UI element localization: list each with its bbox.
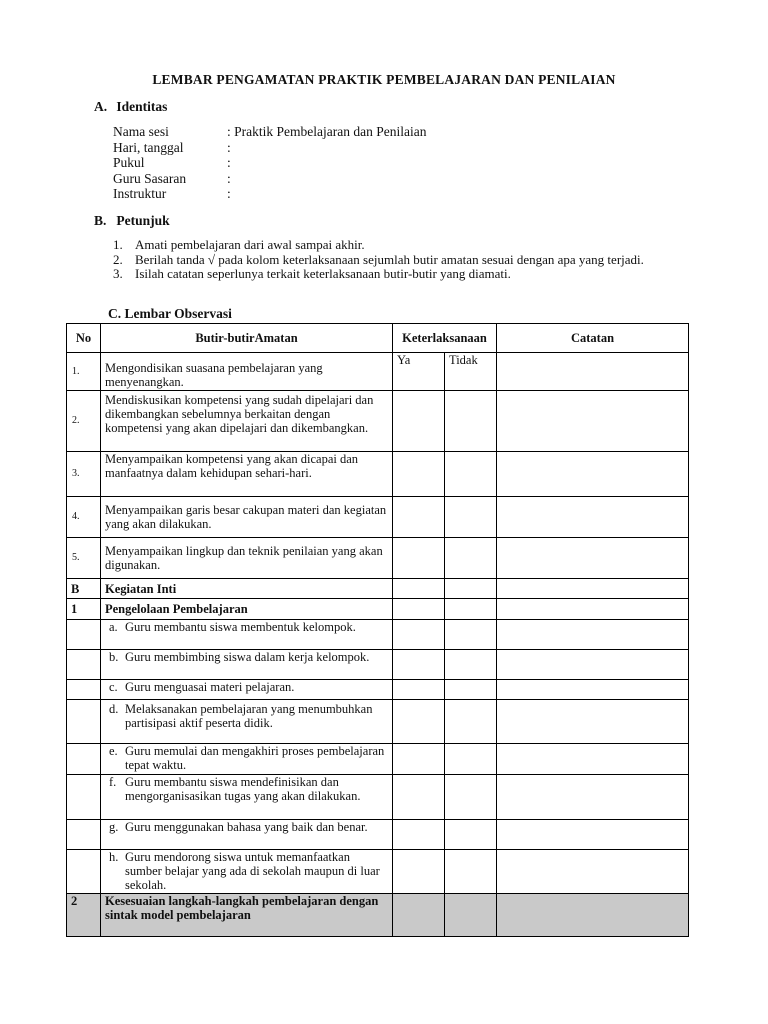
row-number-empty xyxy=(67,820,101,850)
row-number-empty xyxy=(67,620,101,650)
identity-value: : xyxy=(227,155,231,170)
table-row xyxy=(67,497,689,538)
check-yes-cell[interactable] xyxy=(393,391,445,452)
row-number: 5. xyxy=(67,538,101,579)
table-row xyxy=(67,744,689,775)
notes-cell[interactable] xyxy=(497,680,689,700)
row-number-empty xyxy=(67,744,101,775)
header-yes: Ya xyxy=(393,353,445,391)
row-number: 4. xyxy=(67,497,101,538)
header-no: No xyxy=(67,324,101,353)
item-text: Melaksanakan pembelajaran yang menumbuhkan partisipasi aktif peserta didik. xyxy=(125,702,373,730)
row-text xyxy=(101,775,393,820)
row-text: Menyampaikan garis besar cakupan materi dan kegiatan yang akan dilakukan. xyxy=(101,497,393,538)
instruction-item xyxy=(113,238,673,253)
instruction-number: 1. xyxy=(113,237,123,252)
check-no-cell[interactable] xyxy=(445,497,497,538)
instructions-list xyxy=(113,238,673,282)
table-row xyxy=(67,650,689,680)
table-row xyxy=(67,579,689,599)
header-items: Butir-butirAmatan xyxy=(101,324,393,353)
identity-value: : Praktik Pembelajaran dan Penilaian xyxy=(227,124,427,139)
check-no-cell[interactable] xyxy=(445,680,497,700)
check-no-cell[interactable] xyxy=(445,599,497,620)
header-no-col: Tidak xyxy=(445,353,497,391)
row-text xyxy=(101,700,393,744)
row-text xyxy=(101,744,393,775)
item-text: Guru memulai dan mengakhiri proses pembelajaran tepat waktu. xyxy=(125,744,385,772)
table-row xyxy=(67,680,689,700)
row-text xyxy=(101,650,393,680)
section-c-heading: C. Lembar Observasi xyxy=(108,306,232,321)
notes-cell[interactable] xyxy=(497,497,689,538)
check-no-cell[interactable] xyxy=(445,620,497,650)
row-text xyxy=(101,680,393,700)
notes-cell[interactable] xyxy=(497,579,689,599)
item-text: Guru membimbing siswa dalam kerja kelompok. xyxy=(125,650,370,664)
check-no-cell[interactable] xyxy=(445,894,497,937)
check-yes-cell[interactable] xyxy=(393,650,445,680)
row-number-empty xyxy=(67,850,101,894)
item-letter: a. xyxy=(109,620,118,634)
row-number: 1. xyxy=(67,353,101,391)
identity-label: Guru Sasaran xyxy=(113,170,187,186)
check-no-cell[interactable] xyxy=(445,452,497,497)
row-number-empty xyxy=(67,650,101,680)
table-row xyxy=(67,894,689,937)
instruction-number: 3. xyxy=(113,266,123,281)
identity-label: Nama sesi xyxy=(113,124,169,139)
identity-row-instructor xyxy=(113,186,426,202)
notes-cell[interactable] xyxy=(497,620,689,650)
notes-cell[interactable] xyxy=(497,775,689,820)
row-text: Kesesuaian langkah-langkah pembelajaran dengan sintak model pembelajaran xyxy=(101,894,393,937)
instruction-text: Isilah catatan seperlunya terkait keterlaksanaan butir-butir yang diamati. xyxy=(135,266,511,281)
check-yes-cell[interactable] xyxy=(393,579,445,599)
notes-cell[interactable] xyxy=(497,850,689,894)
notes-cell[interactable] xyxy=(497,599,689,620)
check-yes-cell[interactable] xyxy=(393,820,445,850)
row-text xyxy=(101,820,393,850)
identity-value: : xyxy=(227,139,231,155)
observation-table xyxy=(66,323,689,937)
row-number: 2 xyxy=(67,894,101,937)
header-status: Keterlaksanaan xyxy=(393,324,497,353)
notes-cell[interactable] xyxy=(497,391,689,452)
row-number-empty xyxy=(67,775,101,820)
table-row xyxy=(67,391,689,452)
row-text: Menyampaikan lingkup dan teknik penilaian yang akan digunakan. xyxy=(101,538,393,579)
row-text xyxy=(101,620,393,650)
header-notes: Catatan xyxy=(497,324,689,353)
check-no-cell[interactable] xyxy=(445,820,497,850)
identity-block xyxy=(113,124,426,202)
notes-cell[interactable] xyxy=(497,538,689,579)
check-yes-cell[interactable] xyxy=(393,894,445,937)
table-row xyxy=(67,538,689,579)
check-yes-cell[interactable] xyxy=(393,850,445,894)
row-text xyxy=(101,850,393,894)
identity-label: Instruktur xyxy=(113,186,167,201)
identity-row-target-teacher xyxy=(113,171,426,187)
row-number: 2. xyxy=(67,391,101,452)
check-no-cell[interactable] xyxy=(445,700,497,744)
item-text: Guru mendorong siswa untuk memanfaatkan sumber belajar yang ada di sekolah maupun di luar sekolah. xyxy=(125,850,380,892)
check-yes-cell[interactable] xyxy=(393,620,445,650)
table-header-row xyxy=(67,324,689,353)
item-letter: b. xyxy=(109,650,119,664)
section-b-number: B. xyxy=(94,213,107,228)
identity-label: Hari, tanggal xyxy=(113,139,184,155)
identity-row-time xyxy=(113,155,426,171)
section-b-heading xyxy=(94,213,170,229)
notes-cell[interactable] xyxy=(497,650,689,680)
instruction-item xyxy=(113,253,673,268)
notes-cell[interactable] xyxy=(497,700,689,744)
check-no-cell[interactable] xyxy=(445,775,497,820)
notes-cell[interactable] xyxy=(497,744,689,775)
row-text: Mendiskusikan kompetensi yang sudah dipelajari dan dikembangkan sebelumnya berkaitan dengan kompetensi yang akan dipelajari dan dikembangkan. xyxy=(101,391,393,452)
table-row xyxy=(67,599,689,620)
check-no-cell[interactable] xyxy=(445,850,497,894)
section-a-heading xyxy=(94,99,167,115)
item-text: Guru membantu siswa membentuk kelompok. xyxy=(125,620,356,634)
check-no-cell[interactable] xyxy=(445,579,497,599)
page-title: LEMBAR PENGAMATAN PRAKTIK PEMBELAJARAN DAN PENILAIAN xyxy=(152,72,616,87)
check-no-cell[interactable] xyxy=(445,391,497,452)
identity-value: : xyxy=(227,170,231,186)
table-row xyxy=(67,820,689,850)
row-text: Menyampaikan kompetensi yang akan dicapai dan manfaatnya dalam kehidupan sehari-hari. xyxy=(101,452,393,497)
instruction-text: Amati pembelajaran dari awal sampai akhir. xyxy=(135,237,365,252)
check-yes-cell[interactable] xyxy=(393,538,445,579)
item-letter: h. xyxy=(109,850,119,864)
notes-cell[interactable] xyxy=(497,820,689,850)
row-number: 1 xyxy=(67,599,101,620)
instruction-number: 2. xyxy=(113,251,123,267)
check-yes-cell[interactable] xyxy=(393,599,445,620)
check-no-cell[interactable] xyxy=(445,650,497,680)
row-number-empty xyxy=(67,700,101,744)
check-yes-cell[interactable] xyxy=(393,497,445,538)
check-yes-cell[interactable] xyxy=(393,680,445,700)
item-text: Guru membantu siswa mendefinisikan dan mengorganisasikan tugas yang akan dilakukan. xyxy=(125,775,361,803)
item-letter: d. xyxy=(109,702,119,716)
row-text: Pengelolaan Pembelajaran xyxy=(101,599,393,620)
check-no-cell[interactable] xyxy=(445,744,497,775)
notes-cell[interactable] xyxy=(497,894,689,937)
check-yes-cell[interactable] xyxy=(393,775,445,820)
identity-value: : xyxy=(227,186,231,201)
row-number: 3. xyxy=(67,452,101,497)
section-b-label: Petunjuk xyxy=(116,213,170,228)
item-letter: g. xyxy=(109,820,119,834)
row-text: Mengondisikan suasana pembelajaran yang menyenangkan. xyxy=(101,353,393,391)
identity-row-date xyxy=(113,140,426,156)
table-row xyxy=(67,353,689,391)
notes-cell[interactable] xyxy=(497,452,689,497)
table-row xyxy=(67,700,689,744)
instruction-text: Berilah tanda √ pada kolom keterlaksanaan sejumlah butir amatan sesuai dengan apa yang terjadi. xyxy=(135,251,644,267)
table-row xyxy=(67,775,689,820)
table-row xyxy=(67,452,689,497)
instruction-item xyxy=(113,267,673,282)
identity-row-session xyxy=(113,124,426,140)
item-text: Guru menggunakan bahasa yang baik dan benar. xyxy=(125,820,368,834)
section-a-number: A. xyxy=(94,99,108,114)
item-letter: e. xyxy=(109,744,118,758)
item-text: Guru menguasai materi pelajaran. xyxy=(125,680,295,694)
check-no-cell[interactable] xyxy=(445,538,497,579)
identity-label: Pukul xyxy=(113,155,145,170)
notes-cell[interactable] xyxy=(497,353,689,391)
check-yes-cell[interactable] xyxy=(393,700,445,744)
check-yes-cell[interactable] xyxy=(393,744,445,775)
check-yes-cell[interactable] xyxy=(393,452,445,497)
row-text: Kegiatan Inti xyxy=(101,579,393,599)
item-letter: f. xyxy=(109,775,117,789)
table-row xyxy=(67,850,689,894)
section-a-label: Identitas xyxy=(116,99,168,114)
row-number: B xyxy=(67,579,101,599)
row-number-empty xyxy=(67,680,101,700)
table-row xyxy=(67,620,689,650)
item-letter: c. xyxy=(109,680,118,694)
